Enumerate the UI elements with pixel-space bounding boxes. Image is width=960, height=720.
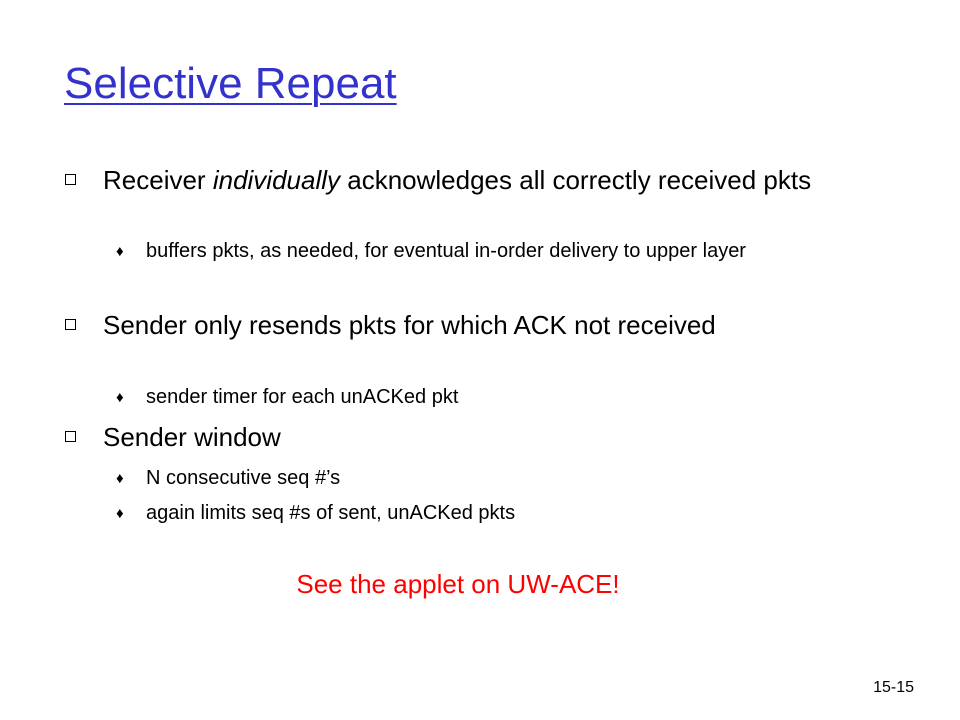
bullet-emphasis: individually: [212, 165, 341, 195]
slide-title[interactable]: Selective Repeat: [64, 59, 397, 108]
applet-note: [0, 567, 908, 601]
bullet-text-part: Receiver: [103, 165, 213, 195]
subbullet-text: sender timer for each unACKed pkt: [146, 386, 459, 408]
hollow-square-bullet-icon: [65, 431, 76, 442]
bullet-text: Sender window: [103, 422, 281, 452]
slide-number: 15-15: [873, 679, 914, 696]
hollow-square-bullet-icon: [65, 319, 76, 330]
bullet-text-part: acknowledges all correctly received pkts: [340, 165, 812, 195]
applet-note-text: See the applet on UW-ACE!: [296, 569, 620, 599]
subbullet-buffers: [116, 238, 826, 265]
subbullet-consecutive: [116, 465, 826, 492]
diamond-bullet-icon: ♦: [116, 470, 124, 487]
bullet-text: Sender only resends pkts for which ACK not received: [103, 310, 716, 340]
subbullet-text: N consecutive seq #’s: [146, 467, 341, 489]
diamond-bullet-icon: ♦: [116, 389, 124, 406]
bullet-sender-resends: [103, 308, 873, 343]
diamond-bullet-icon: ♦: [116, 243, 124, 260]
bullet-receiver: [103, 163, 873, 198]
subbullet-limits: [116, 500, 826, 527]
bullet-sender-window: [103, 420, 873, 455]
subbullet-text: buffers pkts, as needed, for eventual in-order delivery to upper layer: [146, 240, 746, 262]
subbullet-text: again limits seq #s of sent, unACKed pkts: [146, 502, 516, 524]
diamond-bullet-icon: ♦: [116, 505, 124, 522]
hollow-square-bullet-icon: [65, 174, 76, 185]
subbullet-timer: [116, 384, 826, 411]
